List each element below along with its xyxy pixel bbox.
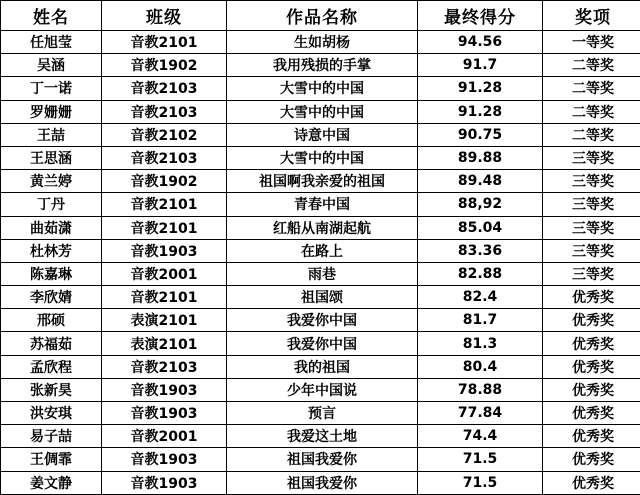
cell-score: 74.4 — [418, 425, 543, 448]
cell-award: 三等奖 — [543, 170, 640, 193]
table-header — [1, 1, 640, 31]
cell-title: 红船从南湖起航 — [227, 216, 418, 239]
cell-award: 三等奖 — [543, 193, 640, 216]
cell-name: 丁丹 — [1, 193, 102, 216]
cell-class: 表演2101 — [102, 332, 227, 355]
cell-name: 黄兰婷 — [1, 170, 102, 193]
cell-title: 祖国我爱你 — [227, 471, 418, 494]
cell-class: 音教2001 — [102, 425, 227, 448]
cell-name: 苏福茹 — [1, 332, 102, 355]
table-row — [1, 378, 640, 401]
cell-award: 优秀奖 — [543, 471, 640, 494]
cell-score: 80.4 — [418, 355, 543, 378]
cell-name: 陈嘉琳 — [1, 262, 102, 285]
column-header-score: 最终得分 — [418, 1, 543, 31]
cell-name: 任旭莹 — [1, 31, 102, 54]
cell-class: 音教2101 — [102, 216, 227, 239]
table-row — [1, 77, 640, 100]
cell-score: 91.28 — [418, 100, 543, 123]
cell-score: 71.5 — [418, 471, 543, 494]
cell-class: 音教1903 — [102, 402, 227, 425]
table-row — [1, 286, 640, 309]
cell-class: 音教1903 — [102, 239, 227, 262]
cell-class: 音教2101 — [102, 193, 227, 216]
cell-award: 优秀奖 — [543, 425, 640, 448]
cell-name: 张新昊 — [1, 378, 102, 401]
cell-name: 曲茹潇 — [1, 216, 102, 239]
cell-award: 优秀奖 — [543, 309, 640, 332]
cell-title: 大雪中的中国 — [227, 100, 418, 123]
cell-score: 77.84 — [418, 402, 543, 425]
cell-class: 音教1903 — [102, 448, 227, 471]
cell-title: 我爱你中国 — [227, 309, 418, 332]
cell-class: 音教2103 — [102, 146, 227, 169]
cell-score: 90.75 — [418, 123, 543, 146]
cell-score: 82.88 — [418, 262, 543, 285]
cell-award: 优秀奖 — [543, 355, 640, 378]
cell-class: 音教2101 — [102, 31, 227, 54]
table-row — [1, 170, 640, 193]
cell-award: 优秀奖 — [543, 332, 640, 355]
table-row — [1, 425, 640, 448]
cell-score: 89.48 — [418, 170, 543, 193]
table-row — [1, 262, 640, 285]
cell-title: 预言 — [227, 402, 418, 425]
cell-title: 我用残损的手掌 — [227, 54, 418, 77]
cell-award: 三等奖 — [543, 262, 640, 285]
cell-name: 孟欣程 — [1, 355, 102, 378]
column-header-award: 奖项 — [543, 1, 640, 31]
column-header-name: 姓名 — [1, 1, 102, 31]
table-row — [1, 309, 640, 332]
cell-score: 91.28 — [418, 77, 543, 100]
table-row — [1, 402, 640, 425]
cell-award: 二等奖 — [543, 100, 640, 123]
cell-class: 音教1903 — [102, 471, 227, 494]
cell-title: 祖国啊我亲爱的祖国 — [227, 170, 418, 193]
table-row — [1, 239, 640, 262]
table-row — [1, 471, 640, 494]
cell-name: 邢硕 — [1, 309, 102, 332]
table-row — [1, 332, 640, 355]
cell-award: 优秀奖 — [543, 378, 640, 401]
cell-title: 祖国我爱你 — [227, 448, 418, 471]
cell-title: 我爱你中国 — [227, 332, 418, 355]
cell-name: 李欣婧 — [1, 286, 102, 309]
cell-score: 91.7 — [418, 54, 543, 77]
table-body — [1, 31, 640, 495]
cell-award: 三等奖 — [543, 146, 640, 169]
cell-award: 二等奖 — [543, 123, 640, 146]
cell-score: 83.36 — [418, 239, 543, 262]
cell-title: 生如胡杨 — [227, 31, 418, 54]
cell-score: 81.3 — [418, 332, 543, 355]
table-row — [1, 355, 640, 378]
table-row — [1, 123, 640, 146]
cell-class: 音教2101 — [102, 286, 227, 309]
cell-score: 82.4 — [418, 286, 543, 309]
cell-class: 音教2103 — [102, 100, 227, 123]
cell-class: 音教2103 — [102, 355, 227, 378]
cell-score: 78.88 — [418, 378, 543, 401]
table-row — [1, 448, 640, 471]
cell-title: 我爱这土地 — [227, 425, 418, 448]
cell-name: 罗姗姗 — [1, 100, 102, 123]
table-row — [1, 216, 640, 239]
cell-award: 一等奖 — [543, 31, 640, 54]
cell-award: 优秀奖 — [543, 448, 640, 471]
cell-award: 二等奖 — [543, 54, 640, 77]
table-row — [1, 54, 640, 77]
cell-title: 诗意中国 — [227, 123, 418, 146]
cell-title: 大雪中的中国 — [227, 146, 418, 169]
cell-class: 音教2001 — [102, 262, 227, 285]
cell-name: 丁一诺 — [1, 77, 102, 100]
cell-award: 二等奖 — [543, 77, 640, 100]
table-row — [1, 100, 640, 123]
cell-award: 优秀奖 — [543, 402, 640, 425]
cell-score: 85.04 — [418, 216, 543, 239]
cell-name: 易子喆 — [1, 425, 102, 448]
cell-score: 89.88 — [418, 146, 543, 169]
cell-score: 94.56 — [418, 31, 543, 54]
cell-name: 吴涵 — [1, 54, 102, 77]
cell-class: 音教1903 — [102, 378, 227, 401]
cell-name: 王喆 — [1, 123, 102, 146]
cell-title: 少年中国说 — [227, 378, 418, 401]
table-header-row — [1, 1, 640, 31]
cell-title: 我的祖国 — [227, 355, 418, 378]
cell-class: 表演2101 — [102, 309, 227, 332]
cell-award: 三等奖 — [543, 216, 640, 239]
cell-class: 音教2102 — [102, 123, 227, 146]
column-header-class: 班级 — [102, 1, 227, 31]
cell-name: 杜林芳 — [1, 239, 102, 262]
cell-class: 音教1902 — [102, 170, 227, 193]
cell-title: 在路上 — [227, 239, 418, 262]
column-header-title: 作品名称 — [227, 1, 418, 31]
cell-title: 青春中国 — [227, 193, 418, 216]
table-row — [1, 146, 640, 169]
cell-award: 三等奖 — [543, 239, 640, 262]
cell-score: 88,92 — [418, 193, 543, 216]
cell-award: 优秀奖 — [543, 286, 640, 309]
cell-name: 王思涵 — [1, 146, 102, 169]
cell-name: 王倜霏 — [1, 448, 102, 471]
cell-class: 音教2103 — [102, 77, 227, 100]
cell-name: 洪安琪 — [1, 402, 102, 425]
cell-class: 音教1902 — [102, 54, 227, 77]
cell-title: 大雪中的中国 — [227, 77, 418, 100]
cell-title: 祖国颂 — [227, 286, 418, 309]
table-row — [1, 193, 640, 216]
cell-name: 姜文静 — [1, 471, 102, 494]
cell-score: 81.7 — [418, 309, 543, 332]
cell-score: 71.5 — [418, 448, 543, 471]
table-row — [1, 31, 640, 54]
cell-title: 雨巷 — [227, 262, 418, 285]
